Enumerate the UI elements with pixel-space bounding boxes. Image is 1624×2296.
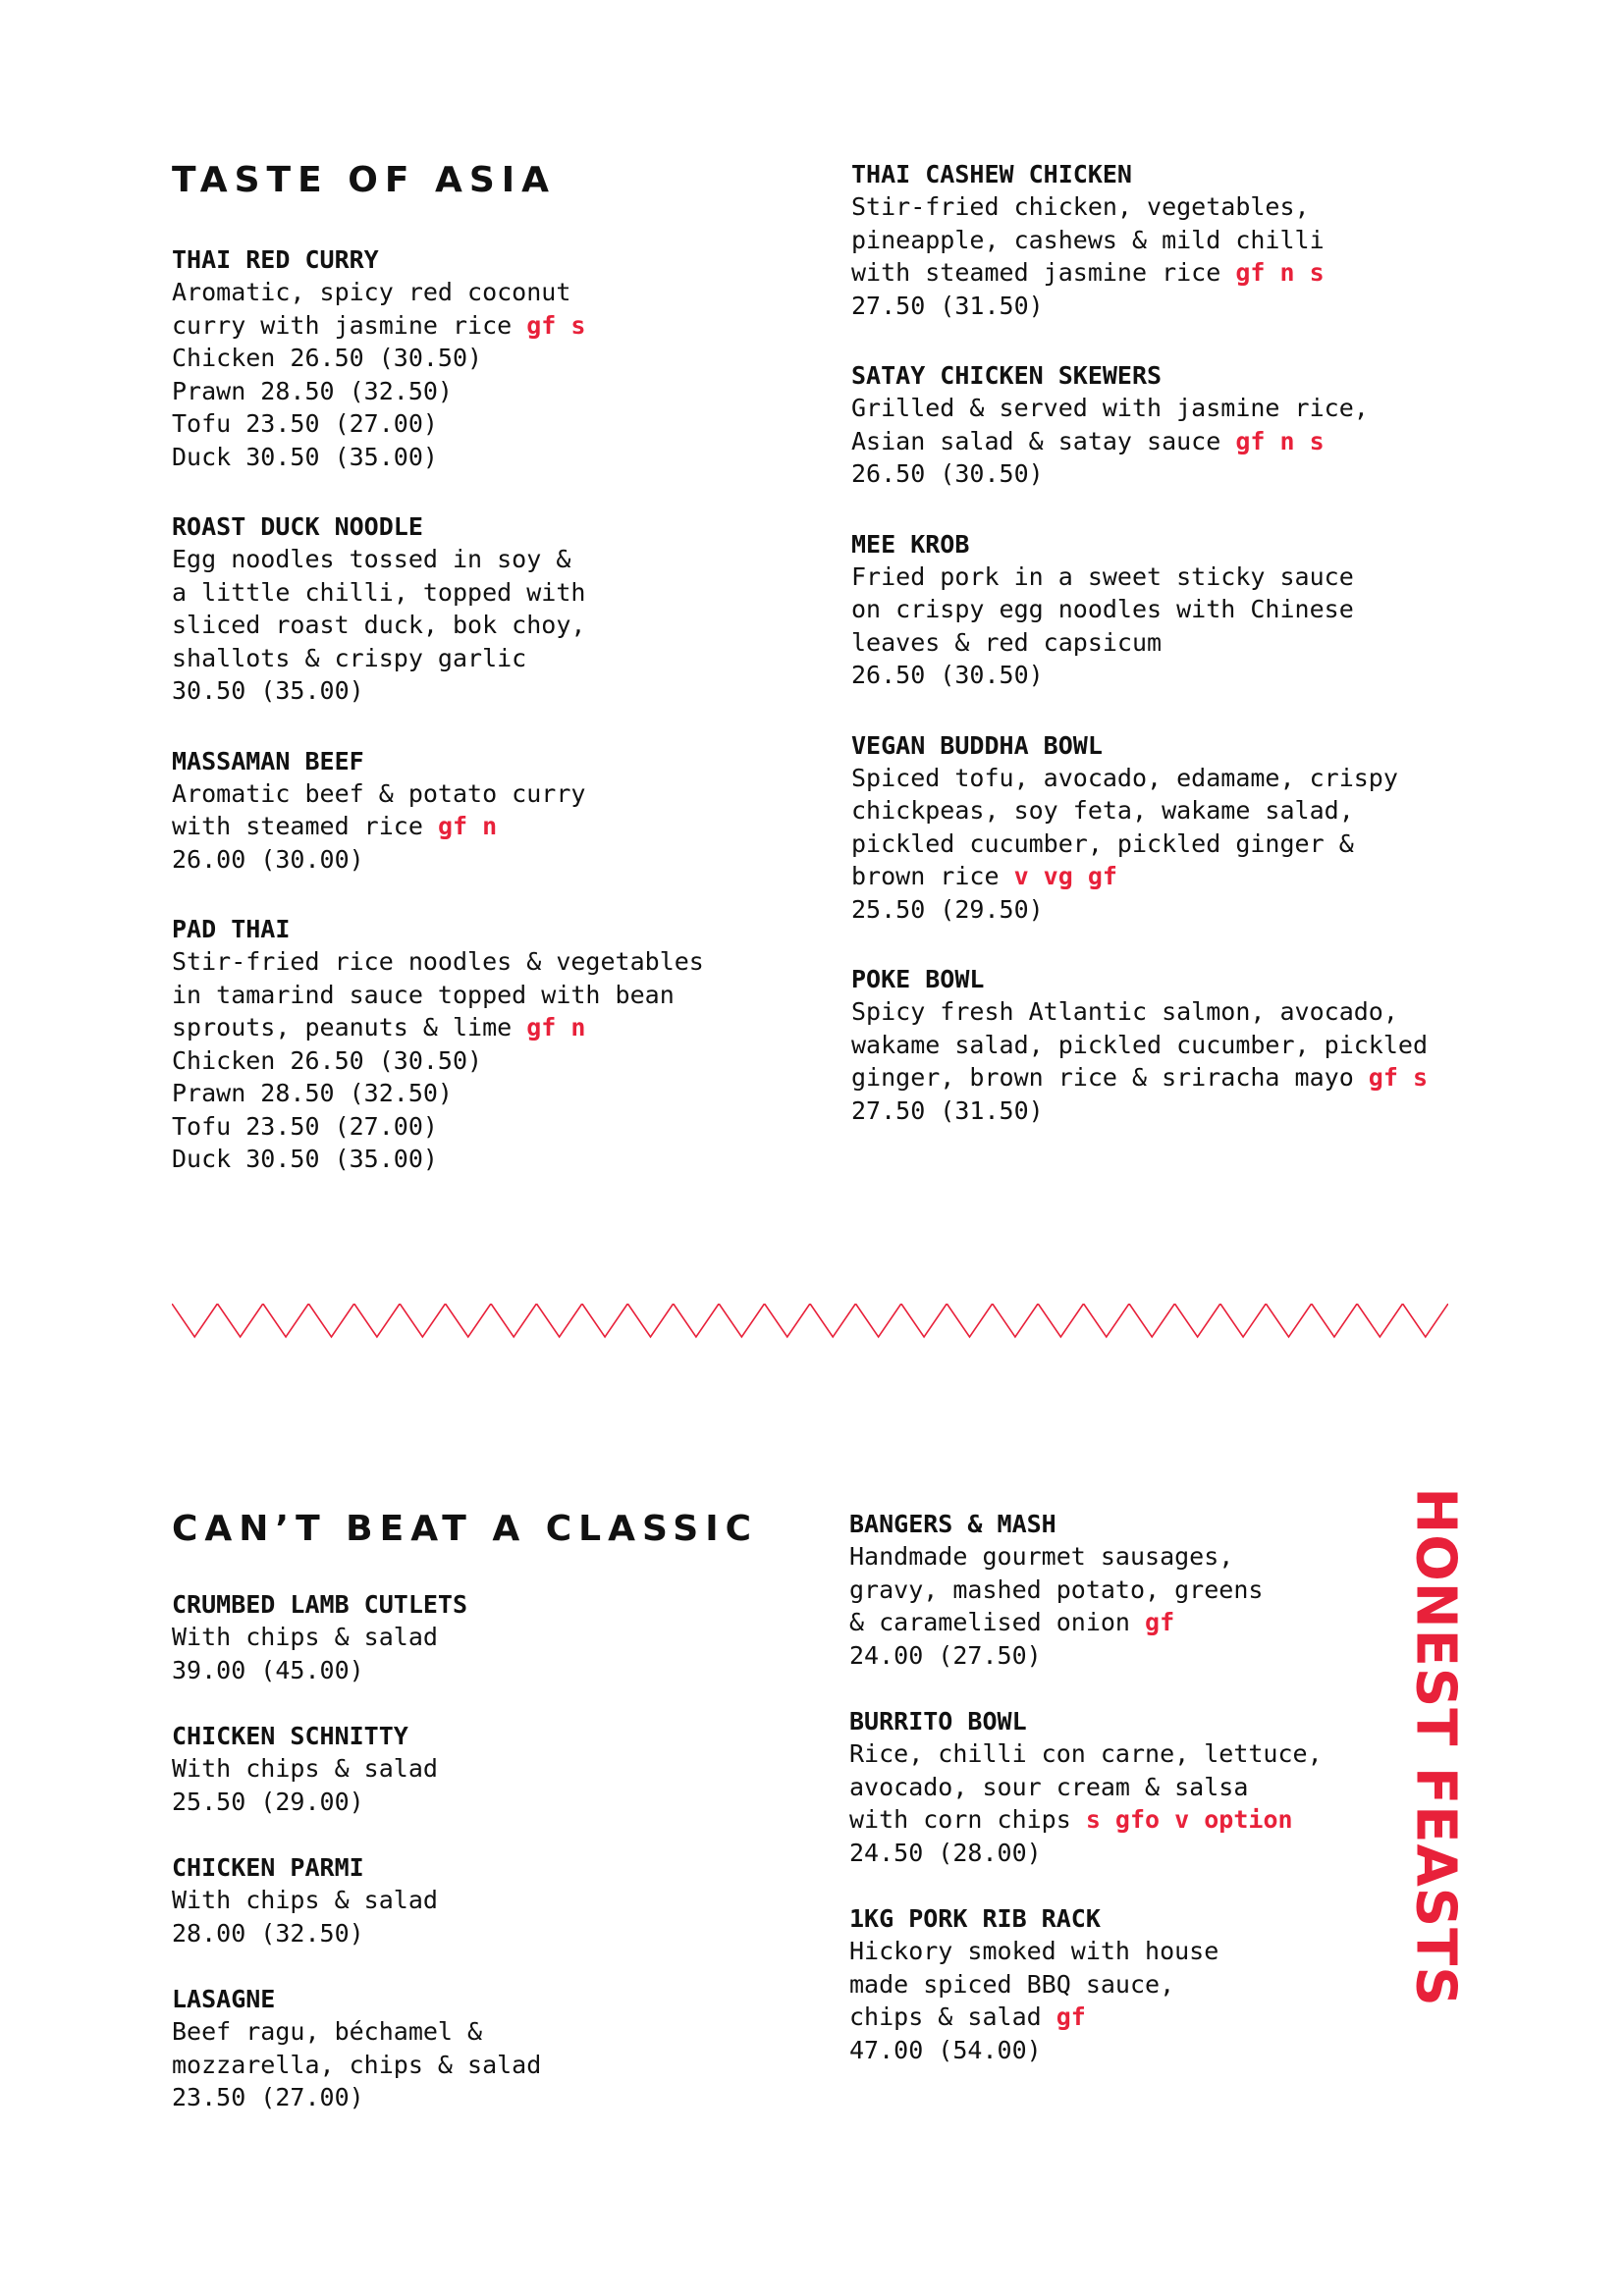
menu-item-line (172, 843, 800, 877)
menu-item-line (851, 626, 1499, 660)
menu-item-line (851, 256, 1499, 290)
menu-item-line (172, 1044, 800, 1078)
menu-item-line (172, 1143, 800, 1176)
menu-item-text: 27.50 (31.50) (851, 1095, 1044, 1125)
menu-item-text: pickled cucumber, pickled ginger & (851, 828, 1354, 858)
menu-item-text: gravy, mashed potato, greens (849, 1575, 1264, 1604)
menu-item-text: 24.00 (27.50) (849, 1640, 1042, 1670)
dietary-tags: s gfo v option (1085, 1805, 1293, 1834)
menu-item (849, 1902, 1399, 2066)
side-title-honest-feasts (1403, 1487, 1468, 2007)
menu-item-text: made spiced BBQ sauce, (849, 1969, 1175, 1999)
menu-item-text: Spicy fresh Atlantic salmon, avocado, (851, 997, 1398, 1026)
dietary-tags: gf n (526, 1013, 586, 1041)
menu-item-text: 28.00 (32.50) (172, 1918, 364, 1948)
menu-item-text: & caramelised onion (849, 1608, 1146, 1636)
menu-item-text: Chicken 26.50 (30.50) (172, 1045, 483, 1075)
menu-item (851, 528, 1499, 692)
menu-item-line (851, 190, 1499, 224)
menu-item-text: 30.50 (35.00) (172, 676, 364, 705)
menu-item-text: mozzarella, chips & salad (172, 2050, 542, 2079)
menu-item-name: THAI RED CURRY (172, 245, 379, 274)
menu-item-text: Tofu 23.50 (27.00) (172, 409, 438, 438)
menu-item-text: leaves & red capsicum (851, 627, 1163, 657)
menu-item-line (849, 2034, 1399, 2067)
zigzag-line (172, 1304, 1448, 1337)
menu-item-text: sliced roast duck, bok choy, (172, 611, 586, 639)
menu-item-text: 26.50 (30.50) (851, 459, 1044, 488)
menu-item-line (851, 425, 1499, 458)
menu-item-line (172, 2049, 800, 2082)
classic-left-column (172, 1509, 800, 2114)
menu-item-name: SATAY CHICKEN SKEWERS (851, 361, 1163, 390)
menu-item (849, 1705, 1399, 1869)
menu-item-line (849, 1837, 1399, 1870)
menu-item-line (172, 1621, 800, 1654)
menu-item-text: Grilled & served with jasmine rice, (851, 394, 1369, 422)
menu-item-line (851, 762, 1499, 795)
menu-item-text: chips & salad (849, 2002, 1056, 2031)
menu-item-line (172, 309, 800, 343)
menu-item-text: Stir-fried rice noodles & vegetables (172, 947, 704, 976)
menu-item (851, 359, 1499, 491)
menu-item-text: ginger, brown rice & sriracha mayo (851, 1063, 1369, 1092)
menu-item-line (851, 1095, 1499, 1128)
menu-item-line (851, 224, 1499, 257)
menu-item-name: MASSAMAN BEEF (172, 746, 364, 775)
section-title-classic: CAN’T BEAT A CLASSIC (172, 1509, 759, 1549)
dietary-tags: gf n s (1235, 426, 1325, 455)
dietary-tags: v vg gf (1013, 862, 1117, 890)
menu-item-text: shallots & crispy garlic (172, 643, 527, 672)
menu-item-text: Stir-fried chicken, vegetables, (851, 192, 1310, 221)
menu-item (172, 745, 800, 877)
menu-item-line (851, 893, 1499, 927)
menu-item-line (172, 1917, 800, 1950)
menu-item-text: pineapple, cashews & mild chilli (851, 225, 1325, 254)
menu-item-text: Handmade gourmet sausages, (849, 1542, 1234, 1571)
menu-item-text: sprouts, peanuts & lime (172, 1013, 527, 1041)
menu-item-text: with steamed jasmine rice (851, 258, 1236, 287)
menu-item-line (172, 810, 800, 843)
menu-item-line (172, 576, 800, 610)
menu-item-line (172, 342, 800, 375)
menu-item-line (851, 995, 1499, 1029)
menu-item-text: 39.00 (45.00) (172, 1655, 364, 1684)
menu-item-text: Egg noodles tossed in soy & (172, 545, 571, 573)
menu-item-name: 1KG PORK RIB RACK (849, 1904, 1101, 1933)
dietary-tags: gf (1145, 1608, 1175, 1636)
menu-item-text: 23.50 (27.00) (172, 2083, 364, 2111)
menu-item (851, 729, 1499, 927)
side-title-text: HONEST FEASTS (1403, 1487, 1468, 2007)
classic-left-items (172, 1588, 800, 2114)
menu-item-line (172, 543, 800, 576)
menu-item-line (172, 2081, 800, 2114)
zigzag-divider (172, 1304, 1448, 1343)
menu-item-line (849, 1606, 1399, 1639)
menu-item-text: Aromatic, spicy red coconut (172, 278, 571, 306)
menu-item-text: in tamarind sauce topped with bean (172, 980, 675, 1009)
menu-item-text: Beef ragu, béchamel & (172, 2017, 483, 2046)
menu-item-text: Prawn 28.50 (32.50) (172, 376, 453, 405)
menu-item-text: wakame salad, pickled cucumber, pickled (851, 1030, 1428, 1059)
asia-right-items (851, 158, 1499, 1127)
asia-right-column (851, 158, 1499, 1127)
menu-item-line (849, 1639, 1399, 1673)
menu-item-text: 26.00 (30.00) (172, 844, 364, 874)
menu-item-line (172, 1884, 800, 1917)
menu-item-line (851, 828, 1499, 861)
menu-item-line (851, 290, 1499, 323)
menu-item-text: 26.50 (30.50) (851, 661, 1044, 689)
menu-item-name: VEGAN BUDDHA BOWL (851, 730, 1103, 760)
menu-item (172, 913, 800, 1176)
menu-item-line (172, 674, 800, 708)
menu-item (172, 1983, 800, 2114)
menu-item-line (172, 1077, 800, 1110)
menu-item-line (851, 794, 1499, 828)
menu-item-text: 24.50 (28.00) (849, 1838, 1042, 1867)
menu-item-line (849, 1574, 1399, 1607)
menu-item-line (851, 457, 1499, 491)
menu-item-line (851, 659, 1499, 692)
menu-item-name: BURRITO BOWL (849, 1707, 1027, 1735)
menu-item-name: CHICKEN PARMI (172, 1853, 364, 1882)
menu-item-text: brown rice (851, 862, 1014, 890)
menu-item-name: CRUMBED LAMB CUTLETS (172, 1590, 468, 1619)
menu-item-line (849, 1935, 1399, 1968)
menu-item-text: Hickory smoked with house (849, 1937, 1219, 1965)
menu-item-line (172, 609, 800, 642)
menu-item-line (172, 276, 800, 309)
menu-item-line (172, 375, 800, 408)
menu-item-line (172, 979, 800, 1012)
menu-item-line (172, 945, 800, 979)
menu-item-line (849, 1968, 1399, 2002)
section-title-asia: TASTE OF ASIA (172, 160, 557, 200)
menu-item (172, 1588, 800, 1686)
menu-item-line (849, 1540, 1399, 1574)
menu-item-name: CHICKEN SCHNITTY (172, 1722, 408, 1750)
menu-item-line (849, 2001, 1399, 2034)
menu-item-text: avocado, sour cream & salsa (849, 1772, 1249, 1801)
menu-item-line (849, 1803, 1399, 1837)
menu-item (172, 243, 800, 473)
menu-item-text: chickpeas, soy feta, wakame salad, (851, 796, 1354, 825)
menu-item-text: with steamed rice (172, 812, 438, 840)
menu-item (849, 1508, 1399, 1672)
classic-right-column (849, 1508, 1399, 2066)
dietary-tags: gf n s (1235, 258, 1325, 287)
menu-item-text: 25.50 (29.00) (172, 1787, 364, 1816)
menu-item-line (851, 593, 1499, 626)
menu-item-text: with corn chips (849, 1805, 1086, 1834)
menu-item-text: a little chilli, topped with (172, 577, 586, 607)
menu-item-text: With chips & salad (172, 1754, 438, 1783)
menu-item-text: 25.50 (29.50) (851, 894, 1044, 924)
menu-item-text: With chips & salad (172, 1886, 438, 1914)
menu-item-text: curry with jasmine rice (172, 310, 527, 340)
menu-item-name: BANGERS & MASH (849, 1510, 1056, 1538)
menu-item-name: POKE BOWL (851, 965, 985, 993)
menu-item-text: Aromatic beef & potato curry (172, 778, 586, 808)
menu-item-text: Rice, chilli con carne, lettuce, (849, 1739, 1323, 1768)
menu-item-text: Tofu 23.50 (27.00) (172, 1111, 438, 1141)
menu-item-line (849, 1771, 1399, 1804)
menu-item (172, 1720, 800, 1818)
menu-item-line (172, 441, 800, 474)
menu-item-line (172, 407, 800, 441)
menu-item-text: Duck 30.50 (35.00) (172, 442, 438, 471)
classic-right-items (849, 1508, 1399, 2066)
menu-item-text: Asian salad & satay sauce (851, 426, 1236, 455)
dietary-tags: gf s (1368, 1063, 1429, 1092)
menu-item-text: With chips & salad (172, 1623, 438, 1651)
menu-item-text: 27.50 (31.50) (851, 291, 1044, 320)
asia-left-column (172, 160, 800, 1176)
menu-item-text: Chicken 26.50 (30.50) (172, 344, 483, 372)
menu-item-line (849, 1737, 1399, 1771)
menu-item-line (172, 1110, 800, 1144)
menu-item-name: LASAGNE (172, 1985, 276, 2013)
menu-item-text: on crispy egg noodles with Chinese (851, 595, 1354, 623)
menu-item-line (851, 1061, 1499, 1095)
asia-left-items (172, 243, 800, 1176)
menu-item-text: Duck 30.50 (35.00) (172, 1145, 438, 1173)
menu-item-name: PAD THAI (172, 915, 291, 943)
menu-item-line (172, 1752, 800, 1786)
menu-item (851, 963, 1499, 1127)
menu-item-name: THAI CASHEW CHICKEN (851, 160, 1132, 188)
dietary-tags: gf (1056, 2002, 1086, 2031)
menu-item-line (172, 642, 800, 675)
menu-item (172, 510, 800, 708)
menu-item-line (172, 2015, 800, 2049)
menu-item (851, 158, 1499, 322)
menu-item-text: Spiced tofu, avocado, edamame, crispy (851, 763, 1398, 792)
dietary-tags: gf s (526, 310, 586, 340)
menu-item-text: Fried pork in a sweet sticky sauce (851, 561, 1354, 591)
menu-item-name: ROAST DUCK NOODLE (172, 512, 423, 541)
menu-item-line (851, 392, 1499, 425)
menu-item-line (172, 1011, 800, 1044)
menu-item-line (851, 1029, 1499, 1062)
dietary-tags: gf n (437, 812, 498, 840)
menu-item-line (172, 777, 800, 811)
menu-item-line (172, 1786, 800, 1819)
menu-item-name: MEE KROB (851, 529, 970, 559)
menu-item-line (851, 860, 1499, 893)
menu-item-line (851, 561, 1499, 594)
menu-item (172, 1851, 800, 1949)
menu-item-text: 47.00 (54.00) (849, 2035, 1042, 2064)
menu-item-text: Prawn 28.50 (32.50) (172, 1079, 453, 1107)
menu-item-line (172, 1654, 800, 1687)
